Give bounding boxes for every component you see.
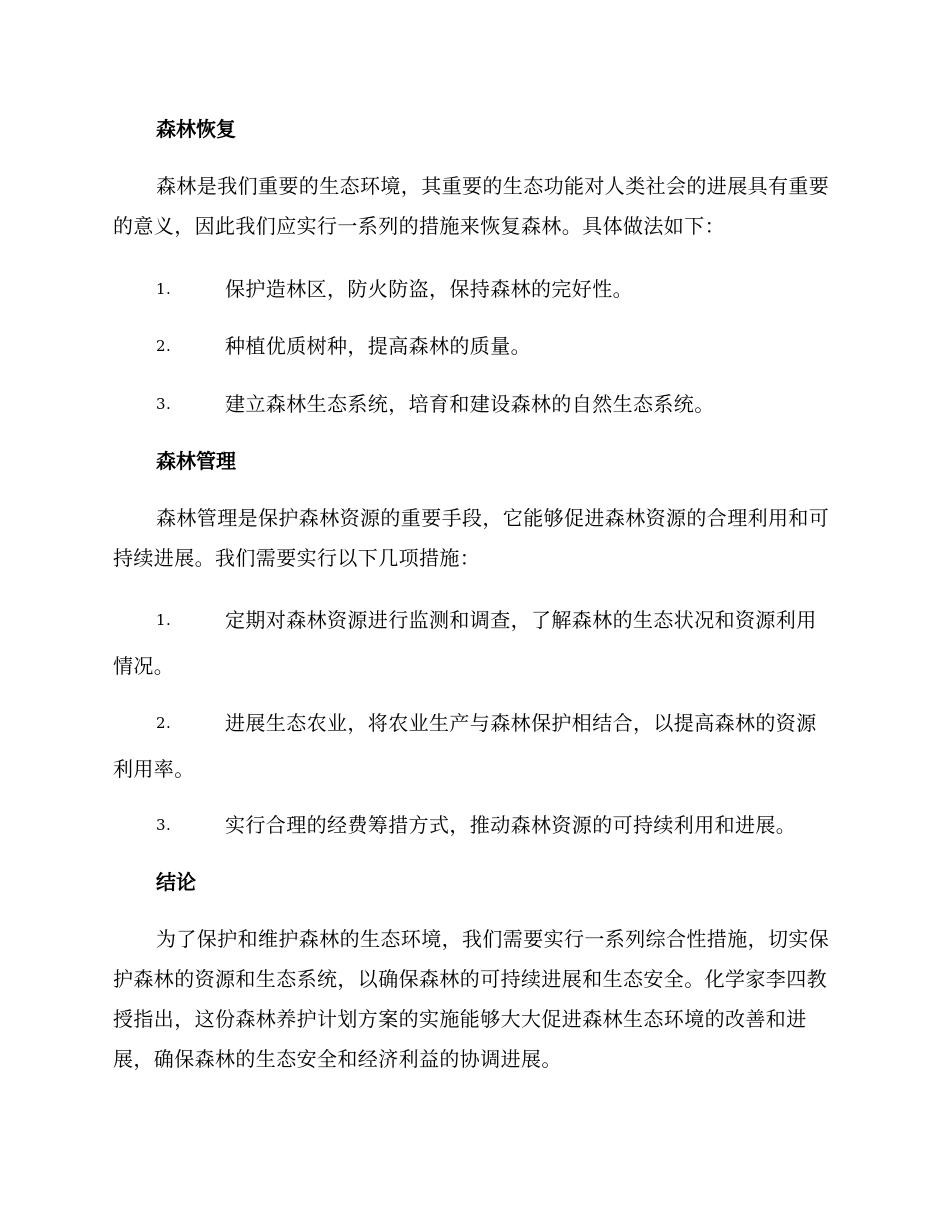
list-text: 保护造林区，防火防盗，保持森林的完好性。 <box>225 277 633 301</box>
list-text: 种植优质树种，提高森林的质量。 <box>225 334 531 358</box>
section-heading-management: 森林管理 <box>156 449 236 473</box>
list-text: 进展生态农业，将农业生产与森林保护相结合，以提高森林的资源利用率。 <box>113 711 817 781</box>
section-heading-conclusion: 结论 <box>156 870 196 894</box>
list-item <box>113 597 835 689</box>
section-heading-restoration: 森林恢复 <box>156 117 236 141</box>
list-item <box>113 700 835 792</box>
section-intro-restoration <box>113 166 835 246</box>
section-intro-conclusion <box>113 919 835 1079</box>
list-item <box>113 266 835 312</box>
list-number: 1. <box>156 280 172 298</box>
list-number: 2. <box>156 337 172 355</box>
section-intro-management <box>113 498 835 578</box>
intro-text: 森林管理是保护森林资源的重要手段，它能够促进森林资源的合理利用和可持续进展。我们需要实行以下几项措施： <box>113 506 830 570</box>
list-text: 定期对森林资源进行监测和调查，了解森林的生态状况和资源利用情况。 <box>113 608 817 678</box>
intro-text: 森林是我们重要的生态环境，其重要的生态功能对人类社会的进展具有重要的意义，因此我们应实行一系列的措施来恢复森林。具体做法如下： <box>113 174 830 238</box>
list-number: 3. <box>156 395 172 413</box>
list-number: 2. <box>156 714 172 732</box>
list-item <box>113 381 835 427</box>
list-item <box>113 323 835 369</box>
list-text: 实行合理的经费筹措方式，推动森林资源的可持续利用和进展。 <box>225 813 797 837</box>
list-item <box>113 802 835 848</box>
intro-text: 为了保护和维护森林的生态环境，我们需要实行一系列综合性措施，切实保护森林的资源和生态系统，以确保森林的可持续进展和生态安全。化学家李四教授指出，这份森林养护计划方案的实施能够大大促进森林生态环境的改善和进展，确保森林的生态安全和经济利益的协调进展。 <box>113 927 830 1071</box>
list-number: 3. <box>156 816 172 834</box>
list-text: 建立森林生态系统，培育和建设森林的自然生态系统。 <box>225 392 715 416</box>
list-number: 1. <box>156 611 172 629</box>
